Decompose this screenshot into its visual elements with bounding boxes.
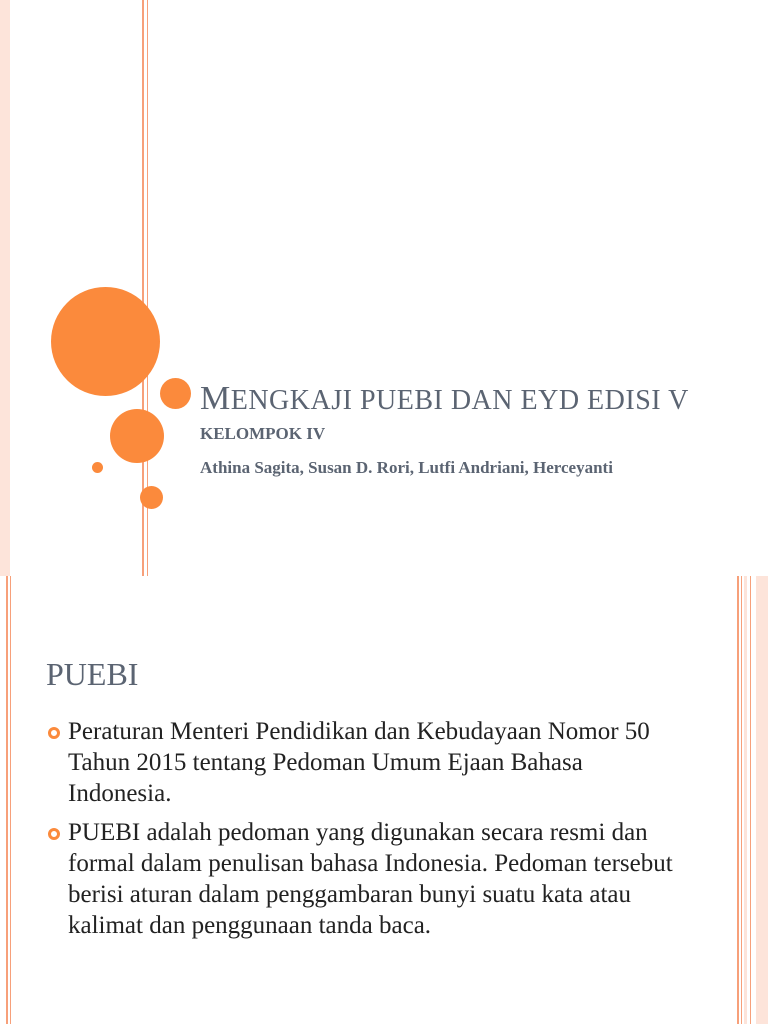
bullet-list xyxy=(46,716,686,949)
small-circle-icon xyxy=(160,378,191,409)
bullet-item xyxy=(46,817,686,941)
decorative-line xyxy=(741,576,742,1024)
slide-heading: PUEBI xyxy=(46,656,139,692)
bullet-item xyxy=(46,716,686,809)
author-list: Athina Sagita, Susan D. Rori, Lutfi Andriani, Herceyanti xyxy=(200,458,613,477)
decorative-band xyxy=(756,576,768,1024)
medium-circle-icon xyxy=(110,409,164,463)
decorative-line xyxy=(750,576,751,1024)
bullet-ring-icon xyxy=(48,828,60,840)
decorative-line xyxy=(10,576,11,1024)
small-circle-icon xyxy=(140,486,163,509)
bullet-text: PUEBI adalah pedoman yang digunakan secara resmi dan formal dalam penulisan bahasa Indonesia. Pedoman tersebut berisi aturan dalam penggambaran bunyi suatu kata atau kalimat dan penggunaan tanda baca. xyxy=(68,819,673,939)
slide-title: MENGKAJI PUEBI DAN EYD EDISI V xyxy=(200,380,689,417)
tiny-circle-icon xyxy=(92,462,103,473)
bullet-ring-icon xyxy=(48,727,60,739)
decorative-band xyxy=(744,576,747,1024)
bullet-text: Peraturan Menteri Pendidikan dan Kebudayaan Nomor 50 Tahun 2015 tentang Pedoman Umum Ejaan Bahasa Indonesia. xyxy=(68,718,650,807)
decorative-band xyxy=(0,0,10,576)
decorative-line xyxy=(6,576,8,1024)
decorative-line xyxy=(737,576,739,1024)
group-label: KELOMPOK IV xyxy=(200,424,326,443)
large-circle-icon xyxy=(51,287,160,396)
